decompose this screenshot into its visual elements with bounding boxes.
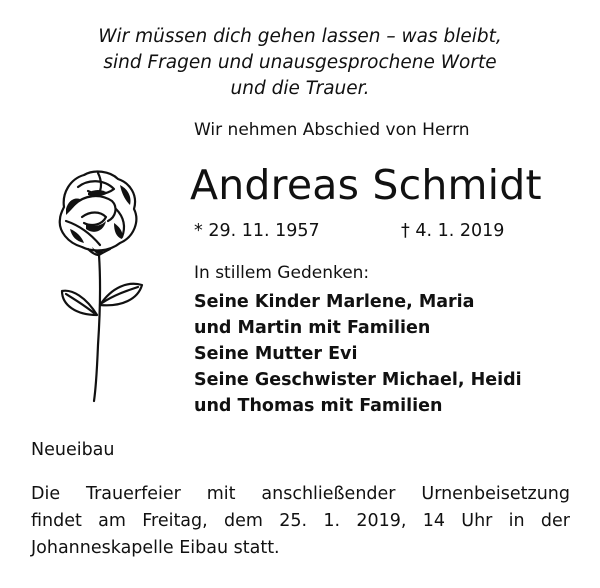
funeral-notice [31, 481, 570, 562]
mourner-line: und Martin mit Familien [194, 318, 431, 338]
deceased-name: Andreas Schmidt [190, 161, 542, 209]
notice-line: Die Trauerfeier mit anschließender Urnenbeisetzung [31, 484, 570, 504]
rose-bloom [60, 172, 137, 251]
notice-line: findet am Freitag, dem 25. 1. 2019, 14 Uhr in der [31, 511, 570, 531]
intro-text: Wir nehmen Abschied von Herrn [194, 120, 470, 140]
mourners-list [194, 289, 522, 419]
mourner-line: Seine Geschwister Michael, Heidi [194, 370, 522, 390]
mourner-line: Seine Kinder Marlene, Maria [194, 292, 475, 312]
mourning-label: In stillem Gedenken: [194, 263, 370, 283]
notice-line: Johanneskapelle Eibau statt. [31, 538, 280, 558]
place-name: Neueibau [31, 440, 115, 460]
quote-line: Wir müssen dich gehen lassen – was bleibt, [98, 26, 502, 47]
rose-stem [94, 255, 100, 401]
birth-date: * 29. 11. 1957 [194, 221, 320, 241]
mourner-line: und Thomas mit Familien [194, 396, 443, 416]
mourner-line: Seine Mutter Evi [194, 344, 358, 364]
rose-drawing [44, 165, 150, 405]
quote-line: und die Trauer. [230, 78, 370, 99]
death-date: † 4. 1. 2019 [401, 221, 505, 241]
memorial-quote [20, 24, 580, 102]
quote-line: sind Fragen und unausgesprochene Worte [103, 52, 497, 73]
